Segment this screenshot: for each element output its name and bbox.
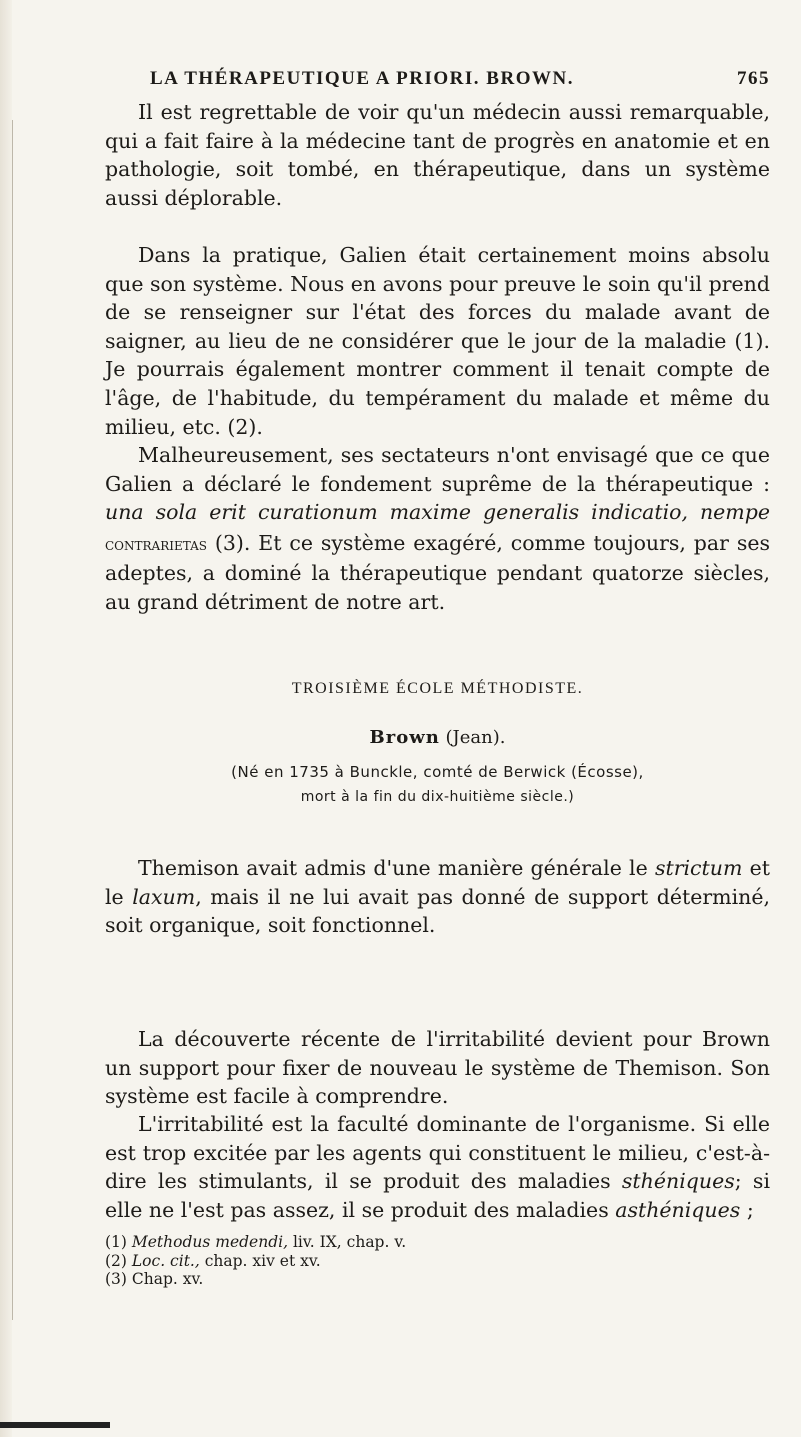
page-edge-line [12,120,13,1320]
footnote-ref: liv. IX, chap. v. [288,1233,407,1251]
term-laxum: laxum [132,884,196,909]
paragraph-4 [105,854,770,940]
footnote-number: (2) [105,1251,132,1270]
subject-firstname: (Jean). [439,727,506,748]
page-number: 765 [737,68,770,89]
footnote-ref: Chap. xv. [131,1270,204,1288]
paragraph-6-text-b: ; si elle ne l'est pas assez, il se produit des maladies [105,1169,771,1222]
subject-bio-line-2: mort à la fin du dix-huitième siècle.) [300,789,575,805]
latin-quote-smallcaps: contrarietas [105,534,207,555]
subject-name: Brown [369,727,440,748]
footnote-ref: chap. xiv et xv. [199,1251,321,1270]
bottom-edge-mark [0,1422,110,1428]
paragraph-3-text-b: (3). Et ce système exagéré, comme toujours, par ses adeptes, a dominé la thérapeutique pendant quatorze siècles, au grand détriment de notre art. [105,530,770,614]
paragraph-1: Il est regrettable de voir qu'un médecin aussi remarquable, qui a fait faire à la médecine tant de progrès en anatomie et en pathologie, soit tombé, en thérapeutique, dans un système aussi déplorable. [105,100,770,210]
section-title: TROISIÈME ÉCOLE MÉTHODISTE. [291,680,584,697]
page-spine-shadow [0,0,12,1437]
paragraph-6-text-c: ; [740,1197,754,1222]
footnote-2 [105,1252,770,1271]
paragraph-2: Dans la pratique, Galien était certainement moins absolu que son système. Nous en avons pour preuve le soin qu'il prend de se renseigner sur l'état des forces du malade avant de saigner, au lieu de ne considérer que le jour de la maladie (1). Je pourrais également montrer comment il tenait compte de l'âge, de l'habitude, du tempérament du malade et même du milieu, etc. (2). [105,243,770,439]
header-title: LA THÉRAPEUTIQUE A PRIORI. BROWN. [150,68,574,89]
subject-bio-line-1: (Né en 1735 à Bunckle, comté de Berwick (Écosse), [231,763,644,781]
footnote-number: (1) [105,1233,132,1251]
running-header [150,68,770,90]
footnote-number: (3) [105,1270,132,1288]
footnote-1 [105,1233,770,1252]
term-strictum: strictum [654,856,743,880]
paragraph-4-text-b: et le [105,856,770,909]
footnote-3 [105,1270,770,1289]
latin-quote: una sola erit curationum maxime generalis indicatio, nempe [105,500,770,525]
subject-heading [105,727,770,748]
footnote-title: Methodus medendi, [131,1233,289,1251]
paragraph-3-text-a: Malheureusement, ses sectateurs n'ont envisagé que ce que Galien a déclaré le fondement suprême de la thérapeutique : [105,443,770,496]
footnotes [105,1233,770,1289]
paragraph-6 [105,1110,770,1224]
paragraph-6-text-a: L'irritabilité est la faculté dominante de l'organisme. Si elle est trop excitée par les agents qui constituent le milieu, c'est-à-dire les stimulants, il se produit des maladies [105,1112,770,1194]
paragraph-5: La découverte récente de l'irritabilité devient pour Brown un support pour fixer de nouveau le système de Themison. Son système est facile à comprendre. [105,1027,770,1109]
term-stheniques: sthéniques [621,1169,735,1194]
footnote-title: Loc. cit., [131,1251,200,1270]
paragraph-4-text-c: , mais il ne lui avait pas donné de support déterminé, soit organique, soit fonctionnel. [105,884,770,938]
term-astheniques: asthéniques [615,1197,741,1222]
paragraph-4-text-a: Themison avait admis d'une manière générale le [138,856,655,880]
paragraph-3 [105,441,770,617]
